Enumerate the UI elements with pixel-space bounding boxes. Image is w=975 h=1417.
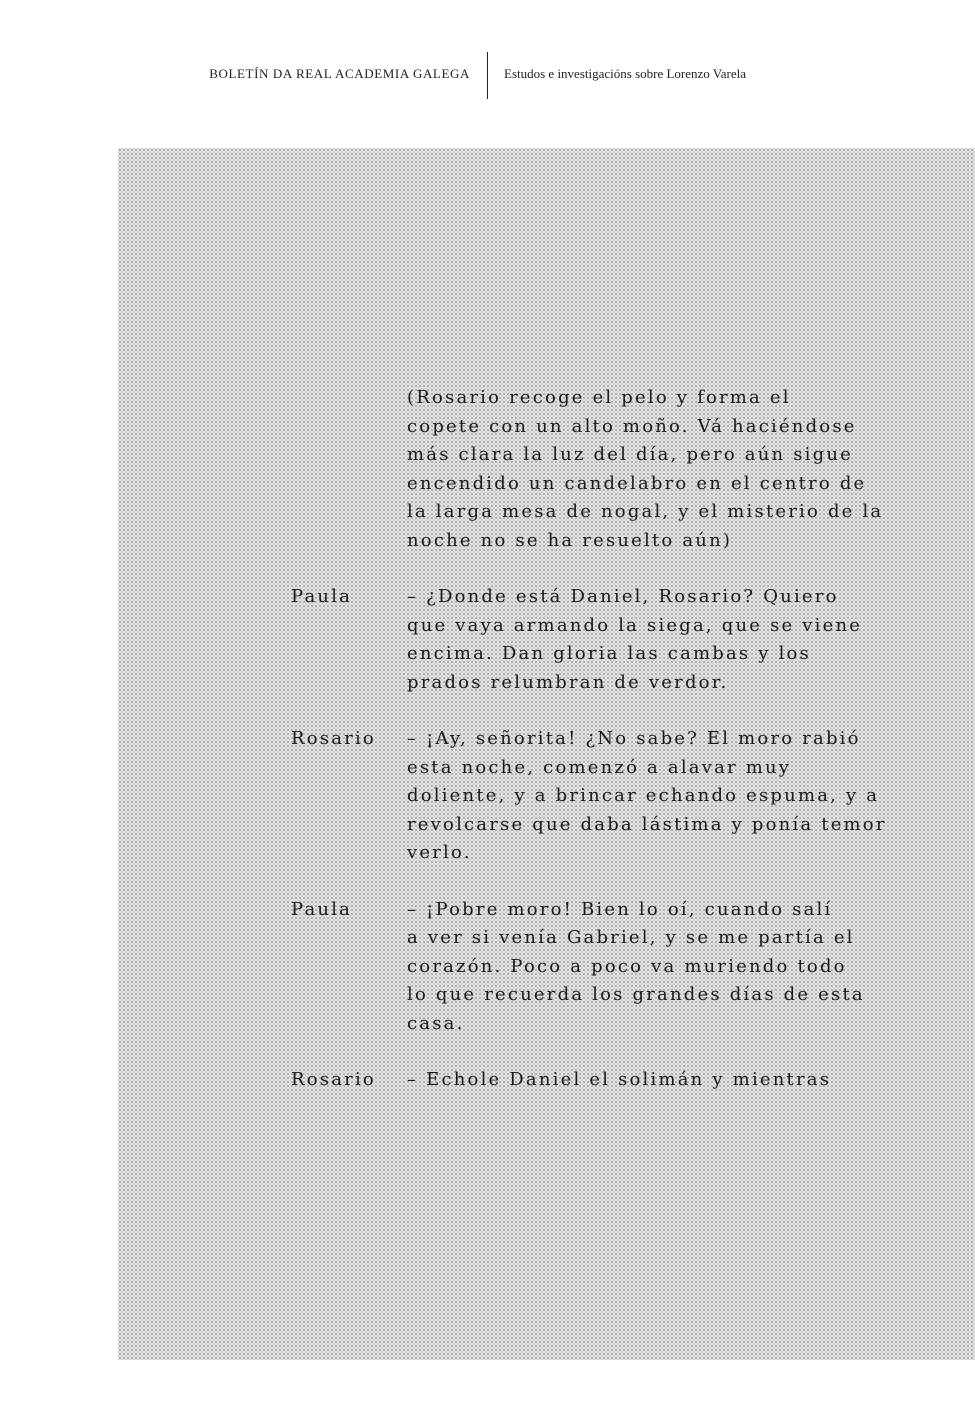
text-line: doliente, y a brincar echando espuma, y a <box>407 785 880 806</box>
text-line: revolcarse que daba lástima y ponía temor <box>407 813 887 835</box>
text-line: casa. <box>407 1012 465 1034</box>
speaker-name: Paula <box>291 898 353 920</box>
text-line: a ver si venía Gabriel, y se me partía el <box>407 927 855 948</box>
text-line: copete con un alto moño. Vá haciéndose <box>407 415 857 437</box>
stage-direction <box>118 384 975 555</box>
dialogue-block <box>118 896 975 1039</box>
text-line: prados relumbran de verdor. <box>407 671 729 693</box>
dialogue-block <box>118 1066 975 1095</box>
text-line: verlo. <box>407 842 472 863</box>
text-line: esta noche, comenzó a alavar muy <box>407 756 792 778</box>
section-title: Estudos e investigacións sobre Lorenzo Varela <box>504 66 746 81</box>
text-line: – Echole Daniel el solimán y mientras <box>407 1069 832 1090</box>
dialogue-block <box>118 583 975 697</box>
journal-title: BOLETÍN DA REAL ACADEMIA GALEGA <box>209 66 470 81</box>
text-line: encendido un candelabro en el centro de <box>407 472 867 494</box>
text-line: que vaya armando la siega, que se viene <box>407 614 863 636</box>
text-line: (Rosario recoge el pelo y forma el <box>407 387 791 408</box>
text-line: más clara la luz del día, pero aún sigue <box>407 444 853 465</box>
speaker-name: Rosario <box>291 728 376 749</box>
text-line: – ¡Pobre moro! Bien lo oí, cuando salí <box>407 898 833 920</box>
dialogue-block <box>118 725 975 868</box>
play-text <box>118 384 975 1123</box>
speaker-name: Paula <box>291 586 353 607</box>
text-line: lo que recuerda los grandes días de esta <box>407 984 865 1005</box>
text-line: noche no se ha resuelto aún) <box>407 529 733 551</box>
text-line: la larga mesa de nogal, y el misterio de la <box>407 501 884 522</box>
running-header <box>0 52 975 100</box>
text-line: – ¿Donde está Daniel, Rosario? Quiero <box>407 586 839 607</box>
text-line: encima. Dan gloria las cambas y los <box>407 643 811 664</box>
header-divider <box>487 52 488 99</box>
speaker-name: Rosario <box>291 1069 376 1090</box>
text-line: – ¡Ay, señorita! ¿No sabe? El moro rabió <box>407 728 861 749</box>
text-line: corazón. Poco a poco va muriendo todo <box>407 955 847 977</box>
